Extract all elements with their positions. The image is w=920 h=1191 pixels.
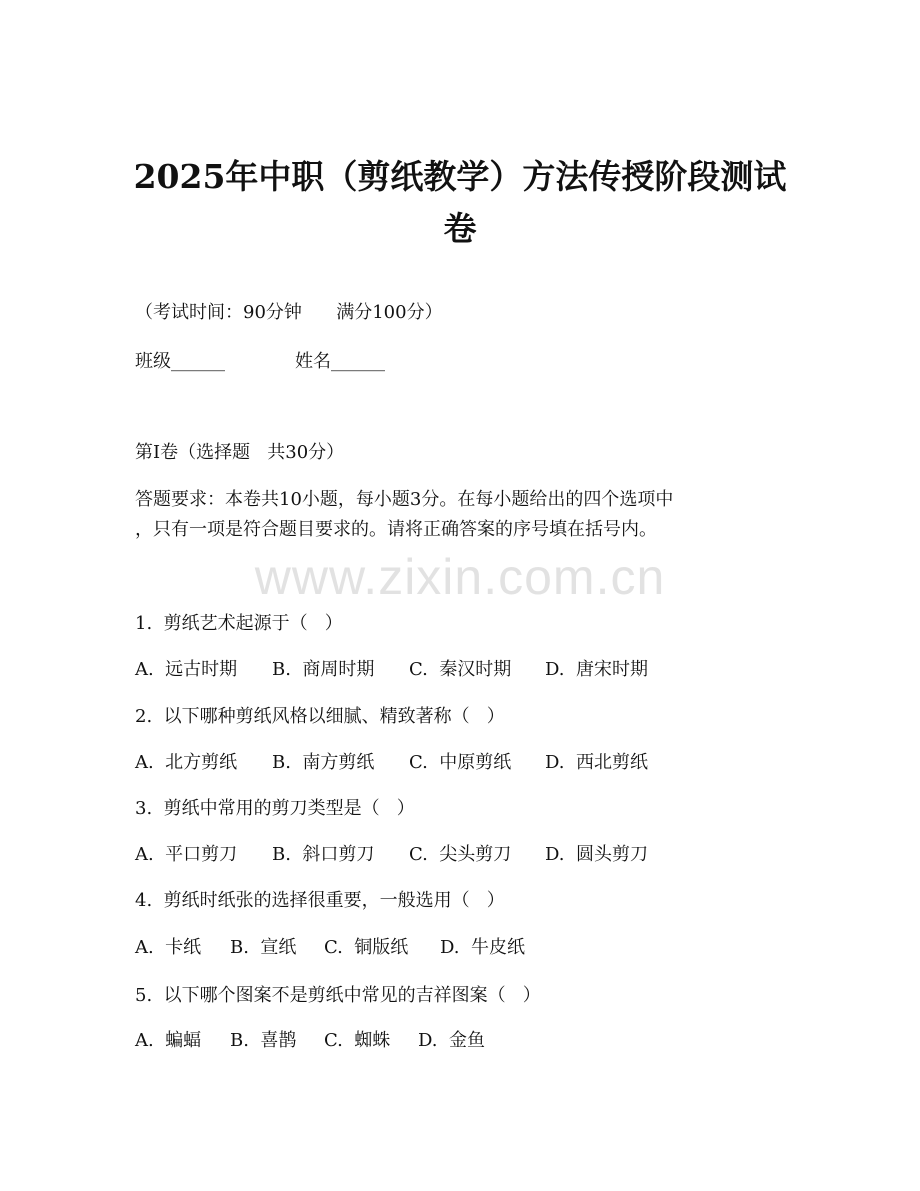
question-1-option-a: A. 远古时期	[135, 659, 238, 680]
instructions-line-1: 答题要求：本卷共10小题，每小题3分。在每小题给出的四个选项中	[135, 489, 674, 510]
question-3-option-a: A. 平口剪刀	[135, 844, 238, 865]
question-4-option-b: B. 宣纸	[230, 937, 297, 958]
question-5-option-a: A. 蝙蝠	[135, 1030, 202, 1051]
exam-info: （考试时间：90分钟 满分100分）	[135, 302, 443, 323]
question-3-option-d: D. 圆头剪刀	[545, 844, 648, 865]
question-2-option-d: D. 西北剪纸	[545, 752, 648, 773]
question-4-option-c: C. 铜版纸	[324, 937, 409, 958]
question-4-stem: 4. 剪纸时纸张的选择很重要，一般选用（ ）	[135, 890, 505, 911]
instructions-line-2: ，只有一项是符合题目要求的。请将正确答案的序号填在括号内。	[135, 519, 657, 540]
question-4-option-d: D. 牛皮纸	[440, 937, 525, 958]
question-3-option-b: B. 斜口剪刀	[272, 844, 375, 865]
question-1-option-c: C. 秦汉时期	[409, 659, 512, 680]
question-1-option-b: B. 商周时期	[272, 659, 375, 680]
title-line-1: 2025年中职（剪纸教学）方法传授阶段测试	[133, 157, 787, 196]
question-5-option-b: B. 喜鹊	[230, 1030, 297, 1051]
question-2-stem: 2. 以下哪种剪纸风格以细腻、精致著称（ ）	[135, 706, 505, 727]
watermark: www.zixin.com.cn	[254, 549, 666, 605]
question-3-option-c: C. 尖头剪刀	[409, 844, 512, 865]
document-title	[120, 151, 800, 255]
name-field: 姓名______	[295, 351, 385, 372]
section-title: 第Ⅰ卷（选择题 共30分）	[135, 442, 345, 463]
question-2-option-c: C. 中原剪纸	[409, 752, 512, 773]
question-5-stem: 5. 以下哪个图案不是剪纸中常见的吉祥图案（ ）	[135, 985, 541, 1006]
class-field: 班级______	[135, 351, 225, 372]
question-4-option-a: A. 卡纸	[135, 937, 202, 958]
question-2-option-b: B. 南方剪纸	[272, 752, 375, 773]
question-5-option-d: D. 金鱼	[418, 1030, 485, 1051]
question-3-stem: 3. 剪纸中常用的剪刀类型是（ ）	[135, 798, 415, 819]
question-1-stem: 1. 剪纸艺术起源于（ ）	[135, 613, 343, 634]
question-5-option-c: C. 蜘蛛	[324, 1030, 391, 1051]
title-line-2: 卷	[443, 209, 477, 248]
question-2-option-a: A. 北方剪纸	[135, 752, 238, 773]
question-1-option-d: D. 唐宋时期	[545, 659, 648, 680]
